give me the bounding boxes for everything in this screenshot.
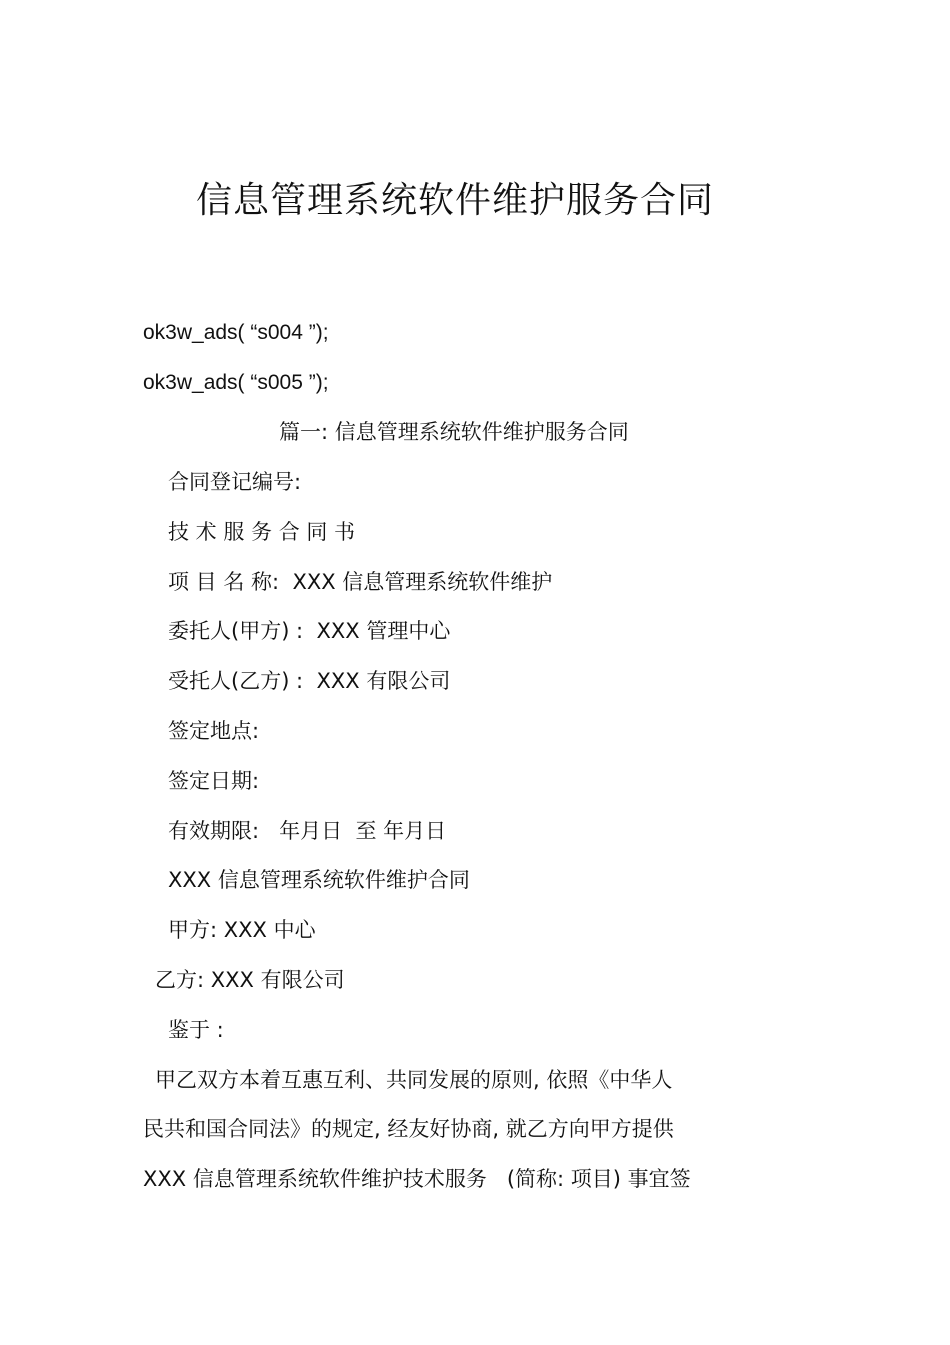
body-paragraph-line-2: 民共和国合同法》的规定, 经友好协商, 就乙方向甲方提供: [143, 1117, 674, 1141]
section-heading: 篇一: 信息管理系统软件维护服务合同: [279, 420, 629, 444]
code-line-1: ok3w_ads( “s004 ”);: [143, 321, 329, 344]
registration-number: 合同登记编号:: [168, 470, 302, 494]
sign-place: 签定地点:: [168, 719, 260, 743]
validity-period: 有效期限: 年月日 至 年月日: [168, 819, 447, 843]
document-type: 技 术 服 务 合 同 书: [168, 520, 356, 544]
party-a: 甲方: XXX 中心: [168, 918, 316, 942]
project-name: 项 目 名 称: XXX 信息管理系统软件维护: [168, 570, 553, 594]
body-paragraph-line-3: XXX 信息管理系统软件维护技术服务 (简称: 项目) 事宜签: [143, 1167, 691, 1191]
sign-date: 签定日期:: [168, 769, 260, 793]
client-party: 委托人(甲方) : XXX 管理中心: [168, 619, 451, 643]
code-line-2: ok3w_ads( “s005 ”);: [143, 371, 329, 394]
document-title: 信息管理系统软件维护服务合同: [195, 180, 714, 221]
contractor-party: 受托人(乙方) : XXX 有限公司: [168, 669, 451, 693]
party-b: 乙方: XXX 有限公司: [155, 968, 345, 992]
whereas-label: 鉴于 :: [168, 1018, 224, 1042]
contract-heading: XXX 信息管理系统软件维护合同: [168, 868, 470, 892]
body-paragraph-line-1: 甲乙双方本着互惠互利、共同发展的原则, 依照《中华人: [155, 1068, 673, 1092]
